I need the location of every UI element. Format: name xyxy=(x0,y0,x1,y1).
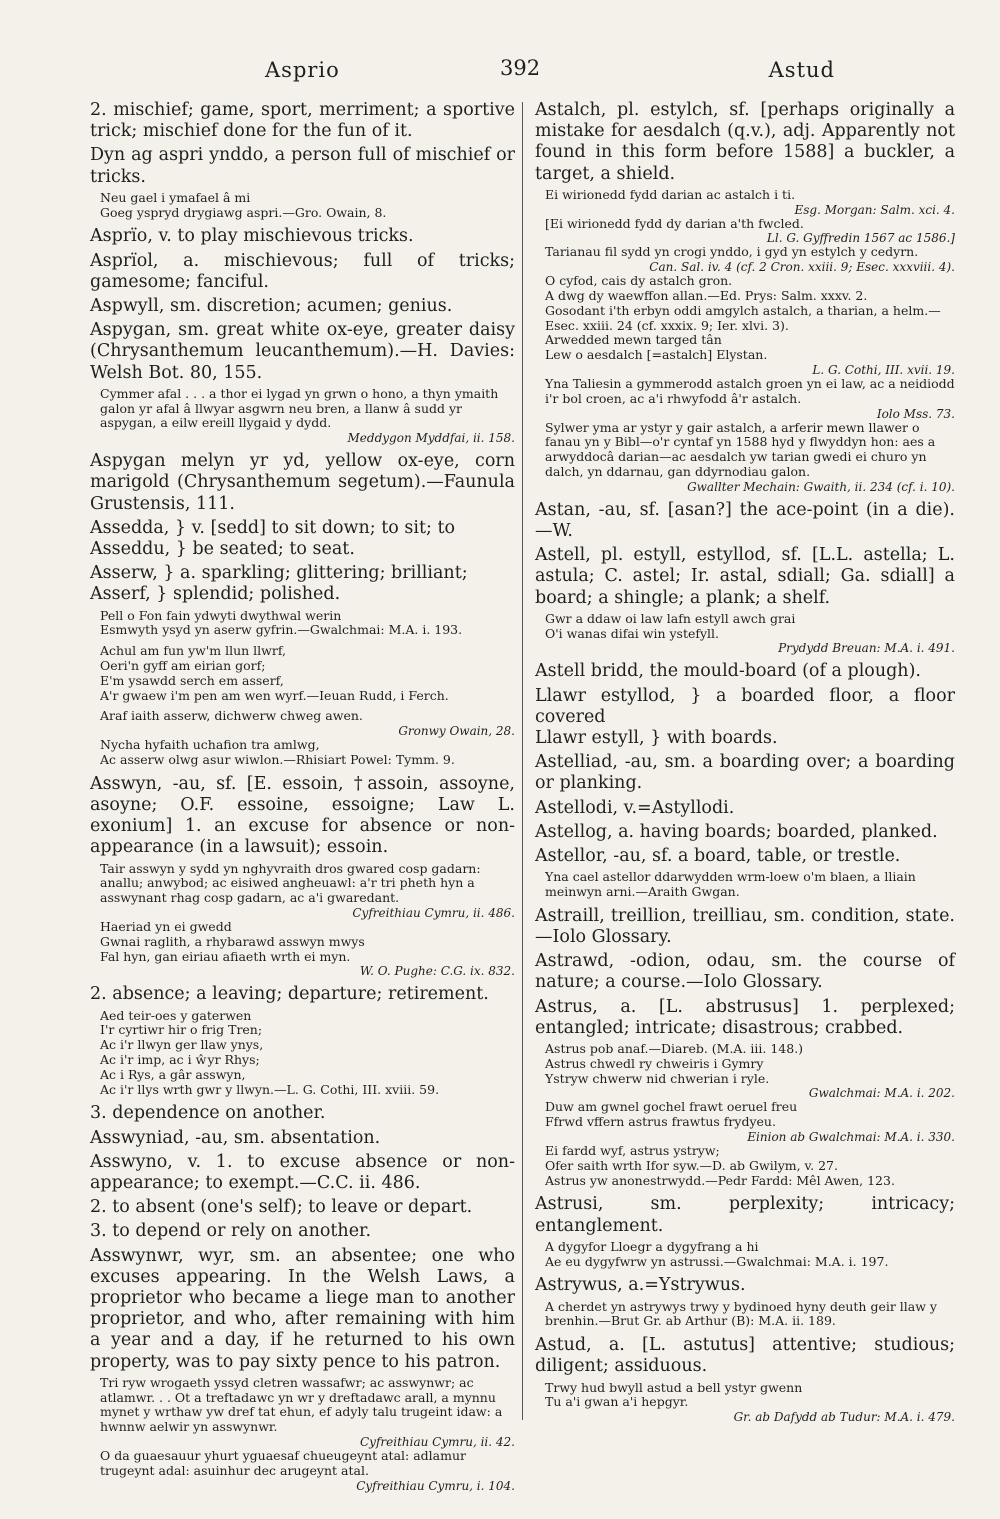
left-column xyxy=(90,100,515,1499)
citation-line: Arwedded mewn targed tân xyxy=(545,332,722,348)
citation-source: Cyfreithiau Cymru, ii. 42. xyxy=(360,1435,515,1450)
citation-source: Prydydd Breuan: M.A. i. 491. xyxy=(778,641,955,656)
dictionary-entry: Asswyno, v. 1. to excuse absence or non-appearance; to exempt.—C.C. ii. 486. xyxy=(90,1151,515,1193)
dictionary-entry: Asprïo, v. to play mischievous tricks. xyxy=(90,226,414,247)
entry-line: Llawr estyll, } with boards. xyxy=(535,727,778,748)
right-column xyxy=(535,100,955,1430)
citation-line: Cymmer afal . . . a thor ei lygad yn grwn o hono, a thyn ymaith galon yr afal â llwyar asgwrn neu bren, a llanw â sudd yr aspygan, a eilw ereill llygaid y dydd. xyxy=(100,385,499,431)
citation-line: Tu a'i gwan a'i hepgyr. xyxy=(545,1394,689,1410)
citation-block xyxy=(545,1300,955,1330)
dictionary-entry: Astrusi, sm. perplexity; intricacy; entanglement. xyxy=(535,1194,955,1236)
citation-line: Ffrwd vffern astrus frawtus frydyeu. xyxy=(545,1114,776,1130)
citation-block xyxy=(100,709,515,767)
citation-line: Aed teir-oes y gaterwen xyxy=(100,1007,252,1023)
citation-source: Ll. G. Gyffredin 1567 ac 1586.] xyxy=(766,231,955,246)
citation-source: Esg. Morgan: Salm. xci. 4. xyxy=(794,202,955,217)
citation-line: Gwr a ddaw oi law lafn estyll awch grai xyxy=(545,610,796,626)
citation-block xyxy=(545,1240,955,1270)
definition-entry: 3. to depend or rely on another. xyxy=(90,1221,372,1242)
citation-line: Araf iaith asserw, dichwerw chweg awen. xyxy=(100,708,363,724)
citation-line: [Ei wirionedd fydd dy darian a'th fwcled. xyxy=(545,215,804,231)
citation-line: Astrus pob anaf.—Diareb. (M.A. iii. 148.) xyxy=(545,1041,804,1057)
citation-source: Einion ab Gwalchmai: M.A. i. 330. xyxy=(747,1130,955,1144)
dictionary-entry: Astrus, a. [L. abstrusus] 1. perplexed; entangled; intricate; disastrous; crabbed. xyxy=(535,996,955,1038)
entry-line: Asserw, } a. sparkling; glittering; brilliant; xyxy=(90,563,468,584)
definition-entry: 3. dependence on another. xyxy=(90,1103,326,1124)
citation-line: A'r gwaew i'm pen am wen wyrf.—Ieuan Rudd, i Ferch. xyxy=(100,687,449,703)
citation-line: Ac i'r llys wrth gwr y llwyn.—L. G. Cothi, III. xviii. 59. xyxy=(100,1081,440,1097)
definition-entry: Astell bridd, the mould-board (of a plough). xyxy=(535,661,921,682)
page-header xyxy=(90,48,930,88)
definition-entry: Dyn ag aspri ynddo, a person full of mischief or tricks. xyxy=(90,145,515,187)
citation-line: Neu gael i ymafael â mi xyxy=(100,189,251,205)
citation-line: Esmwyth ysyd yn aserw gyfrin.—Gwalchmai: M.A. i. 193. xyxy=(100,622,463,638)
dictionary-entry: Astrawd, -odion, odau, sm. the course of nature; a course.—Iolo Glossary. xyxy=(535,951,955,993)
entry-line: Llawr estyllod, } a boarded floor, a floor covered xyxy=(535,685,955,727)
citation-block xyxy=(100,1376,515,1493)
citation-line: Ac i Rys, a gâr asswyn, xyxy=(100,1066,246,1082)
citation-block xyxy=(545,1042,955,1188)
citation-source: Gronwy Owain, 28. xyxy=(398,724,515,739)
dictionary-entry: Astalch, pl. estylch, sf. [perhaps originally a mistake for aesdalch (q.v.), adj. Apparently not found in this form before 1588] a buckler, a target, a shield. xyxy=(535,100,955,184)
citation-line: Goeg yspryd drygiawg aspri.—Gro. Owain, 8. xyxy=(100,204,387,220)
entry-line: Asseddu, } be seated; to seat. xyxy=(90,539,355,560)
definition-entry: 2. to absent (one's self); to leave or depart. xyxy=(90,1197,473,1218)
citation-line: E'm ysawdd serch em asserf, xyxy=(100,672,284,688)
citation-line: Ystryw chwerw nid chwerian i ryle. xyxy=(545,1070,770,1086)
dictionary-entry: Astan, -au, sf. [asan?] the ace-point (in a die).—W. xyxy=(535,499,955,541)
citation-source: L. G. Cothi, III. xvii. 19. xyxy=(812,362,955,377)
citation-line: O'i wanas difai win ystefyll. xyxy=(545,625,720,641)
citation-source: Cyfreithiau Cymru, ii. 486. xyxy=(352,906,515,921)
dictionary-entry: Asswynwr, wyr, sm. an absentee; one who excuses appearing. In the Welsh Laws, a proprietor who became a liege man to another proprietor, and who, after remaining with him a year and a day, if he returned to his own property, was to pay sixty pence to his patron. xyxy=(90,1245,515,1372)
citation-source: W. O. Pughe: C.G. ix. 832. xyxy=(359,964,515,979)
citation-line: Astrus yw anonestrwydd.—Pedr Fardd: Mêl Awen, 123. xyxy=(545,1172,895,1188)
citation-line: A dygyfor Lloegr a dygyfrang a hi xyxy=(545,1238,759,1254)
dictionary-entry: Asprïol, a. mischievous; full of tricks; gamesome; fanciful. xyxy=(90,250,515,292)
citation-block xyxy=(545,188,955,494)
citation-source: Gwallter Mechain: Gwaith, ii. 234 (cf. i. 10). xyxy=(687,479,955,494)
citation-source: Cyfreithiau Cymru, i. 104. xyxy=(356,1478,515,1493)
dictionary-entry: Astell, pl. estyll, estyllod, sf. [L.L. astella; L. astula; C. astel; Ir. astal, sdiall; Ga. sdiall] a board; a shingle; a plank; a shelf. xyxy=(535,545,955,608)
citation-source: Meddygon Myddfai, ii. 158. xyxy=(347,431,515,446)
dictionary-entry: Aspygan, sm. great white ox-eye, greater daisy (Chrysanthemum leucanthemum).—H. Davies: Welsh Bot. 80, 155. xyxy=(90,320,515,383)
running-head-left: Asprio xyxy=(265,58,340,82)
citation-line: O da guaesauur yhurt yguaesaf chueugeynt atal: adlamur trugeynt adal: asuinhur dec arugeynt atal. xyxy=(100,1448,466,1478)
definition-entry: 2. mischief; game, sport, merriment; a sportive trick; mischief done for the fun of it. xyxy=(90,100,515,142)
citation-source: Gr. ab Dafydd ab Tudur: M.A. i. 479. xyxy=(733,1410,955,1425)
citation-line: Trwy hud bwyll astud a bell ystyr gwenn xyxy=(545,1379,803,1395)
citation-line: A dwg dy waewffon allan.—Ed. Prys: Salm. xxxv. 2. xyxy=(545,288,868,303)
citation-line: Ei wirionedd fydd darian ac astalch i ti. xyxy=(545,186,796,202)
citation-line: Gwnai raglith, a rhybarawd asswyn mwys xyxy=(100,933,365,949)
citation-block xyxy=(545,870,955,900)
column-divider xyxy=(522,102,523,1420)
dictionary-entry: Astelliad, -au, sm. a boarding over; a boarding or planking. xyxy=(535,752,955,794)
citation-line: Ofer saith wrth Ifor syw.—D. ab Gwilym, v. 27. xyxy=(545,1157,838,1173)
entry-line: Asserf, } splendid; polished. xyxy=(90,584,341,605)
citation-line: Ae eu dygyfwrw yn astrussi.—Gwalchmai: M.A. i. 197. xyxy=(545,1253,889,1269)
citation-block xyxy=(545,1381,955,1425)
dictionary-entry: Astud, a. [L. astutus] attentive; studious; diligent; assiduous. xyxy=(535,1335,955,1377)
citation-line: Ac asserw olwg asur wiwlon.—Rhisiart Powel: Tymm. 9. xyxy=(100,752,455,768)
citation-line: Ac i'r imp, ac i ŵyr Rhys; xyxy=(100,1052,260,1067)
citation-line: Pell o Fon fain ydwyti dwythwal werin xyxy=(100,607,342,623)
citation-line: Yna cael astellor ddarwydden wrm-loew o'm blaen, a lliain meinwyn arni.—Araith Gwgan. xyxy=(545,869,916,899)
citation-line: Duw am gwnel gochel frawt oeruel freu xyxy=(545,1099,798,1115)
citation-line: Yna Taliesin a gymmerodd astalch groen yn ei law, ac a neidiodd i'r bol croen, ac a'i rhwyfodd â'r astalch. xyxy=(545,375,955,406)
citation-source: Can. Sal. iv. 4 (cf. 2 Cron. xxiii. 9; Esec. xxxviii. 4). xyxy=(649,260,955,275)
dictionary-entry: Astellog, a. having boards; boarded, planked. xyxy=(535,821,938,842)
citation-line: Ac i'r llwyn ger llaw ynys, xyxy=(100,1037,264,1053)
citation-line: Sylwer yma ar ystyr y gair astalch, a arferir mewn llawer o fanau yn y Bibl—o'r cyntaf yn 1588 hyd y flwyddyn hon: aes a arwyddocâ darian—ac aesdalch yw tarian gwedi ei churo yn dalch, yn ddarnau, gan ddyrnodiau galon. xyxy=(545,419,936,479)
citation-line: I'r cyrtiwr hir o frig Tren; xyxy=(100,1022,263,1038)
citation-block xyxy=(100,609,515,639)
citation-line: Tarianau fil sydd yn crogi ynddo, i gyd yn estylch y cedyrn. xyxy=(545,244,919,260)
citation-line: Oeri'n gyff am eirian gorf; xyxy=(100,658,266,674)
entry-line: Assedda, } v. [sedd] to sit down; to sit; to xyxy=(90,517,456,538)
citation-block xyxy=(100,644,515,703)
dictionary-entry: Aspwyll, sm. discretion; acumen; genius. xyxy=(90,296,453,317)
citation-block xyxy=(100,191,515,221)
running-head-right: Astud xyxy=(768,58,835,82)
citation-line: Astrus chwedl ry chweiris i Gymry xyxy=(545,1055,764,1071)
citation-line: A cherdet yn astrywys trwy y bydinoed hyny deuth geir llaw y brenhin.—Brut Gr. ab Arthur (B): M.A. ii. 189. xyxy=(545,1298,937,1329)
definition-entry xyxy=(535,686,955,750)
dictionary-entry: Asswyniad, -au, sm. absentation. xyxy=(90,1127,381,1148)
dictionary-entry: Astraill, treillion, treilliau, sm. condition, state. —Iolo Glossary. xyxy=(535,905,955,947)
citation-source: Iolo Mss. 73. xyxy=(876,406,955,421)
citation-block xyxy=(100,862,515,979)
citation-line: Tri ryw wrogaeth yssyd cletren wassafwr; ac asswynwr; ac atlamwr. . . Ot a treftadawc yn wr y dreftadawc arall, a mynnu mynet y wrthaw yw dref tat ehun, ef adyly talu trugeint idaw: a hwnnw aelwir yn asswynwr. xyxy=(100,1374,503,1435)
dictionary-entry xyxy=(90,518,515,560)
dictionary-entry: Asswyn, -au, sf. [E. essoin, †assoin, assoyne, asoyne; O.F. essoine, essoigne; Law L. exonium] 1. an excuse for absence or non-appearance (in a lawsuit); essoin. xyxy=(90,773,515,858)
citation-line: Tair asswyn y sydd yn nghyvraith dros gwared cosp gadarn: anallu; anwybod; ac eisiwed angheuawl: a'r tri pheth hyn a asswynant rhag cosp gadarn, ac a'i gwaredant. xyxy=(100,860,481,906)
citation-block xyxy=(100,387,515,445)
page-number: 392 xyxy=(500,56,541,80)
citation-line: Gosodant i'th erbyn oddi amgylch astalch, a tharian, a helm.—Esec. xxiii. 24 (cf. xxxix. 9; Ier. xlvi. 3). xyxy=(545,302,941,333)
dictionary-entry: Astellor, -au, sf. a board, table, or trestle. xyxy=(535,846,901,866)
definition-entry: 2. absence; a leaving; departure; retirement. xyxy=(90,984,489,1005)
dictionary-entry: Astellodi, v.=Astyllodi. xyxy=(535,797,735,818)
dictionary-entry xyxy=(90,563,515,605)
dictionary-entry: Astrywus, a.=Ystrywus. xyxy=(535,1275,746,1296)
definition-entry: Aspygan melyn yr yd, yellow ox-eye, corn marigold (Chrysanthemum segetum).—Faunula Grustensis, 111. xyxy=(90,451,515,514)
citation-source: Gwalchmai: M.A. i. 202. xyxy=(808,1086,955,1101)
citation-line: Lew o aesdalch [=astalch] Elystan. xyxy=(545,347,768,363)
citation-line: O cyfod, cais dy astalch gron. xyxy=(545,273,733,289)
citation-line: Ei fardd wyf, astrus ystryw; xyxy=(545,1143,720,1158)
citation-line: Fal hyn, gan eiriau afiaeth wrth ei myn. xyxy=(100,948,351,964)
citation-line: Achul am fun yw'm llun llwrf, xyxy=(100,643,286,659)
citation-block xyxy=(100,1009,515,1098)
citation-line: Haeriad yn ei gwedd xyxy=(100,919,232,935)
citation-line: Nycha hyfaith uchafion tra amlwg, xyxy=(100,737,320,753)
citation-block xyxy=(545,612,955,656)
